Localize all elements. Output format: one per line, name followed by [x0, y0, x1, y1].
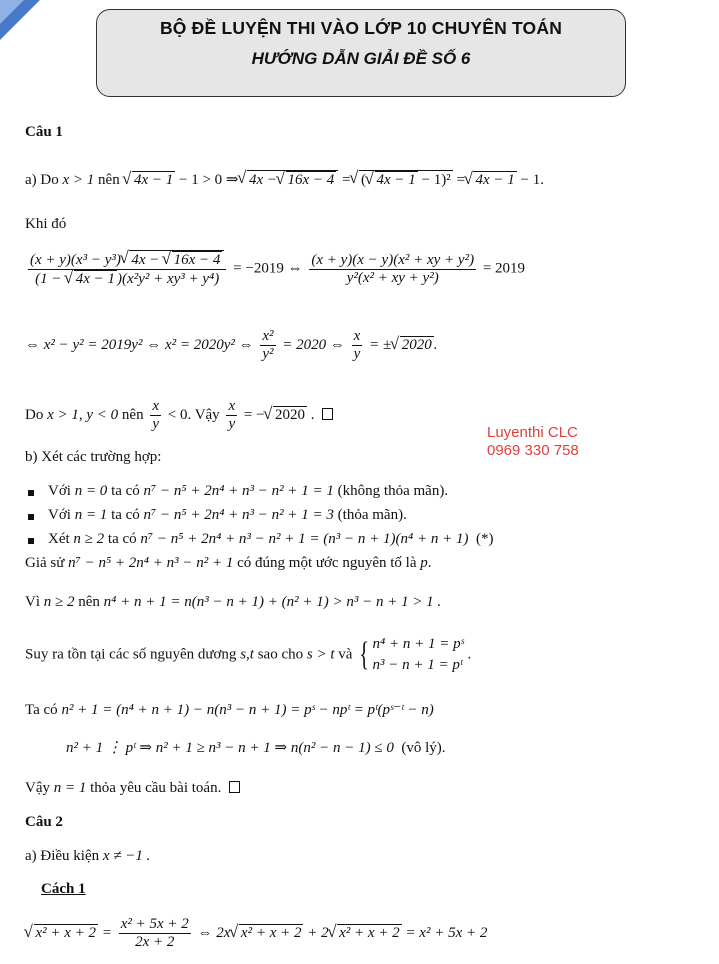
case-n-ge-2: Xét n ≥ 2 ta có n⁷ − n⁵ + 2n⁴ + n³ − n² + 1 = (n³ − n + 1)(n⁴ + n + 1) (*)	[48, 531, 494, 547]
contradiction-line: n² + 1 ⋮ pᵗ ⇒ n² + 1 ≥ n³ − n + 1 ⇒ n(n² − n − 1) ≤ 0 (vô lý).	[66, 740, 446, 756]
end-proof-box	[229, 781, 240, 793]
watermark	[487, 424, 579, 460]
cau2-condition: a) Điều kiện x ≠ −1 .	[25, 848, 151, 864]
cau1-equation-1: $\frac{\text{(x + y)(x³ − y³) √ 4x − √ 16x − 4}}{\text{(1 − √ 4x − 1 )(x²y² + xy³ + y⁴)}}$ = −2019 ⇔ $\frac{\text{(x + y)(x − y)(x² + xy + y²)}}{\text{y²(x² + xy + y²)}}$ = 2019	[25, 250, 525, 288]
case-n0: Với n = 0 ta có n⁷ − n⁵ + 2n⁴ + n³ − n² + 1 = 1 (không thỏa mãn).	[48, 483, 449, 499]
suy-ra-line: Suy ra tồn tại các số nguyên dương s,t sao cho s > t và { n⁴ + n + 1 = pˢ n³ − n + 1 = pᵗ .	[25, 636, 472, 673]
cau2-equation: √ x² + x + 2 = $\frac{\text{x² + 5x + 2}}{2x + 2}$ ⇔ 2x √ x² + x + 2 + 2 √ x² + x + 2 = x² + 5x + 2	[25, 916, 487, 951]
cach-1-heading: Cách 1	[41, 881, 86, 897]
cau2-heading: Câu 2	[25, 814, 63, 830]
watermark-name: Luyenthi CLC	[487, 424, 578, 441]
gia-su-line: Giả sử n⁷ − n⁵ + 2n⁴ + n³ − n² + 1 có đúng một ước nguyên tố là p.	[25, 555, 432, 571]
corner-decoration-light	[0, 0, 24, 24]
cau1-b-heading: b) Xét các trường hợp:	[25, 449, 162, 465]
end-proof-box	[322, 408, 333, 420]
bullet-icon	[28, 538, 34, 544]
watermark-phone: 0969 330 758	[487, 442, 579, 459]
cau1-heading: Câu 1	[25, 124, 63, 140]
cau1-conclusion-a: Do x > 1, y < 0 nên $\frac{x}{y}$ < 0. Vậy $\frac{x}{y}$ = − √ 2020 .	[25, 398, 333, 433]
vi-line: Vì n ≥ 2 nên n⁴ + n + 1 = n(n³ − n + 1) + (n² + 1) > n³ − n + 1 > 1 .	[25, 594, 442, 610]
document-title: BỘ ĐỀ LUYỆN THI VÀO LỚP 10 CHUYÊN TOÁN	[159, 18, 563, 38]
bullet-icon	[28, 514, 34, 520]
bullet-icon	[28, 490, 34, 496]
document-subtitle: HƯỚNG DẪN GIẢI ĐỀ SỐ 6	[251, 49, 471, 68]
cau1-a-line: a) Do x > 1 nên √ 4x − 1 − 1 > 0 ⇒ √ 4x − √ 16x − 4 = √ ( √ 4x − 1 − 1)² = √ 4x − 1 − 1.	[25, 170, 544, 189]
cau1-conclusion-b: Vậy n = 1 thỏa yêu cầu bài toán.	[25, 780, 240, 797]
case-n1: Với n = 1 ta có n⁷ − n⁵ + 2n⁴ + n³ − n² + 1 = 3 (thỏa mãn).	[48, 507, 407, 523]
cau1-equation-2: ⇔ x² − y² = 2019y² ⇔ x² = 2020y² ⇔ $\frac{\text{x²}}{\text{y²}}$ = 2020 ⇔ $\frac{x}{y}$ = ± √ 2020 .	[25, 328, 437, 363]
document-header	[96, 9, 626, 97]
khi-do: Khi đó	[25, 216, 67, 232]
ta-co-line: Ta có n² + 1 = (n⁴ + n + 1) − n(n³ − n + 1) = pˢ − npᵗ = pᵗ(pˢ⁻ᵗ − n)	[25, 702, 434, 718]
